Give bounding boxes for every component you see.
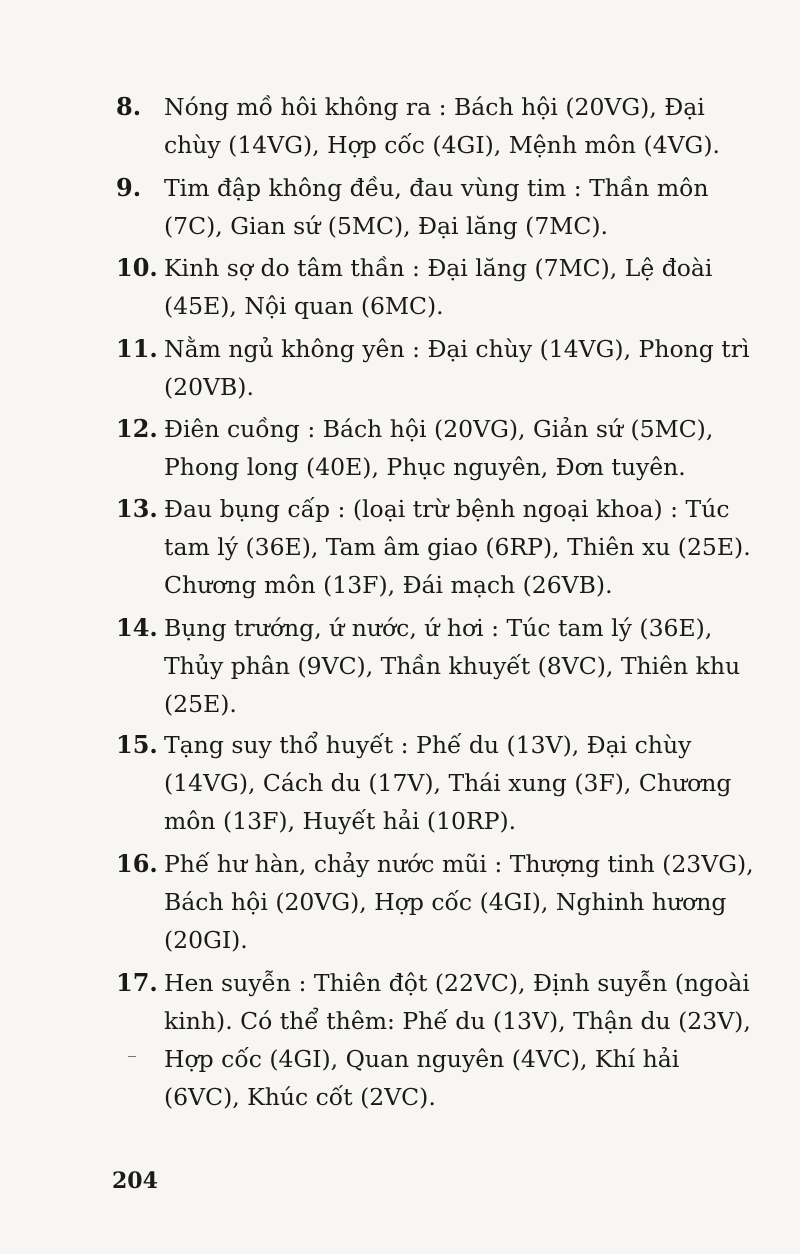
item-number: 10. <box>116 253 158 282</box>
item-number: 13. <box>116 494 158 523</box>
item-line: Tim đập không đều, đau vùng tim : Thần môn <box>164 174 709 202</box>
item-number: 12. <box>116 414 158 443</box>
item-number: 16. <box>116 849 158 878</box>
item-line: (20GI). <box>164 926 248 954</box>
item-text <box>164 964 800 1116</box>
item-number: 14. <box>116 613 158 642</box>
item-line: (20VB). <box>164 373 254 401</box>
item-text <box>164 410 800 486</box>
item-line: Đau bụng cấp : (loại trừ bệnh ngoại khoa) : Túc <box>164 495 730 523</box>
item-line: (45E), Nội quan (6MC). <box>164 292 444 320</box>
item-line: (6VC), Khúc cốt (2VC). <box>164 1083 436 1111</box>
item-text <box>164 845 800 959</box>
item-line: kinh). Có thể thêm: Phế du (13V), Thận du (23V), <box>164 1007 751 1035</box>
watermark <box>0 1090 16 1250</box>
item-text <box>164 490 800 604</box>
item-line: Phong long (40E), Phục nguyên, Đơn tuyên. <box>164 453 686 481</box>
item-line: Chương môn (13F), Đái mạch (26VB). <box>164 571 613 599</box>
item-number: 15. <box>116 730 158 759</box>
item-number: 11. <box>116 334 158 363</box>
item-number: 17. <box>116 968 158 997</box>
item-text <box>164 169 800 245</box>
item-text <box>164 88 800 164</box>
item-line: (25E). <box>164 690 237 718</box>
item-text <box>164 330 800 406</box>
item-line: Hợp cốc (4GI), Quan nguyên (4VC), Khí hải <box>164 1045 680 1073</box>
item-text <box>164 249 800 325</box>
item-line: Nằm ngủ không yên : Đại chùy (14VG), Phong trì <box>164 335 750 363</box>
item-line: Bụng trướng, ứ nước, ứ hơi : Túc tam lý (36E), <box>164 614 713 642</box>
item-line: Hen suyễn : Thiên đột (22VC), Định suyễn (ngoài <box>164 969 750 997</box>
margin-mark <box>128 1056 136 1057</box>
item-line: tam lý (36E), Tam âm giao (6RP), Thiên xu (25E). <box>164 533 751 561</box>
item-text <box>164 609 800 723</box>
item-line: (7C), Gian sứ (5MC), Đại lăng (7MC). <box>164 212 608 240</box>
item-text <box>164 726 800 840</box>
item-line: Kinh sợ do tâm thần : Đại lăng (7MC), Lệ đoài <box>164 254 713 282</box>
item-line: Thủy phân (9VC), Thần khuyết (8VC), Thiên khu <box>164 652 741 680</box>
item-line: (14VG), Cách du (17V), Thái xung (3F), Chương <box>164 769 732 797</box>
item-line: Tạng suy thổ huyết : Phế du (13V), Đại chùy <box>164 731 692 759</box>
item-number: 8. <box>116 92 142 121</box>
item-line: chùy (14VG), Hợp cốc (4GI), Mệnh môn (4VG). <box>164 131 720 159</box>
item-line: Nóng mồ hôi không ra : Bách hội (20VG), Đại <box>164 93 705 121</box>
item-line: Điên cuồng : Bách hội (20VG), Giản sứ (5MC), <box>164 415 714 443</box>
item-line: Bách hội (20VG), Hợp cốc (4GI), Nghinh hương <box>164 888 727 916</box>
item-number: 9. <box>116 173 142 202</box>
item-line: môn (13F), Huyết hải (10RP). <box>164 807 517 835</box>
item-line: Phế hư hàn, chảy nước mũi : Thượng tinh (23VG), <box>164 850 754 878</box>
page-number: 204 <box>112 1168 158 1194</box>
